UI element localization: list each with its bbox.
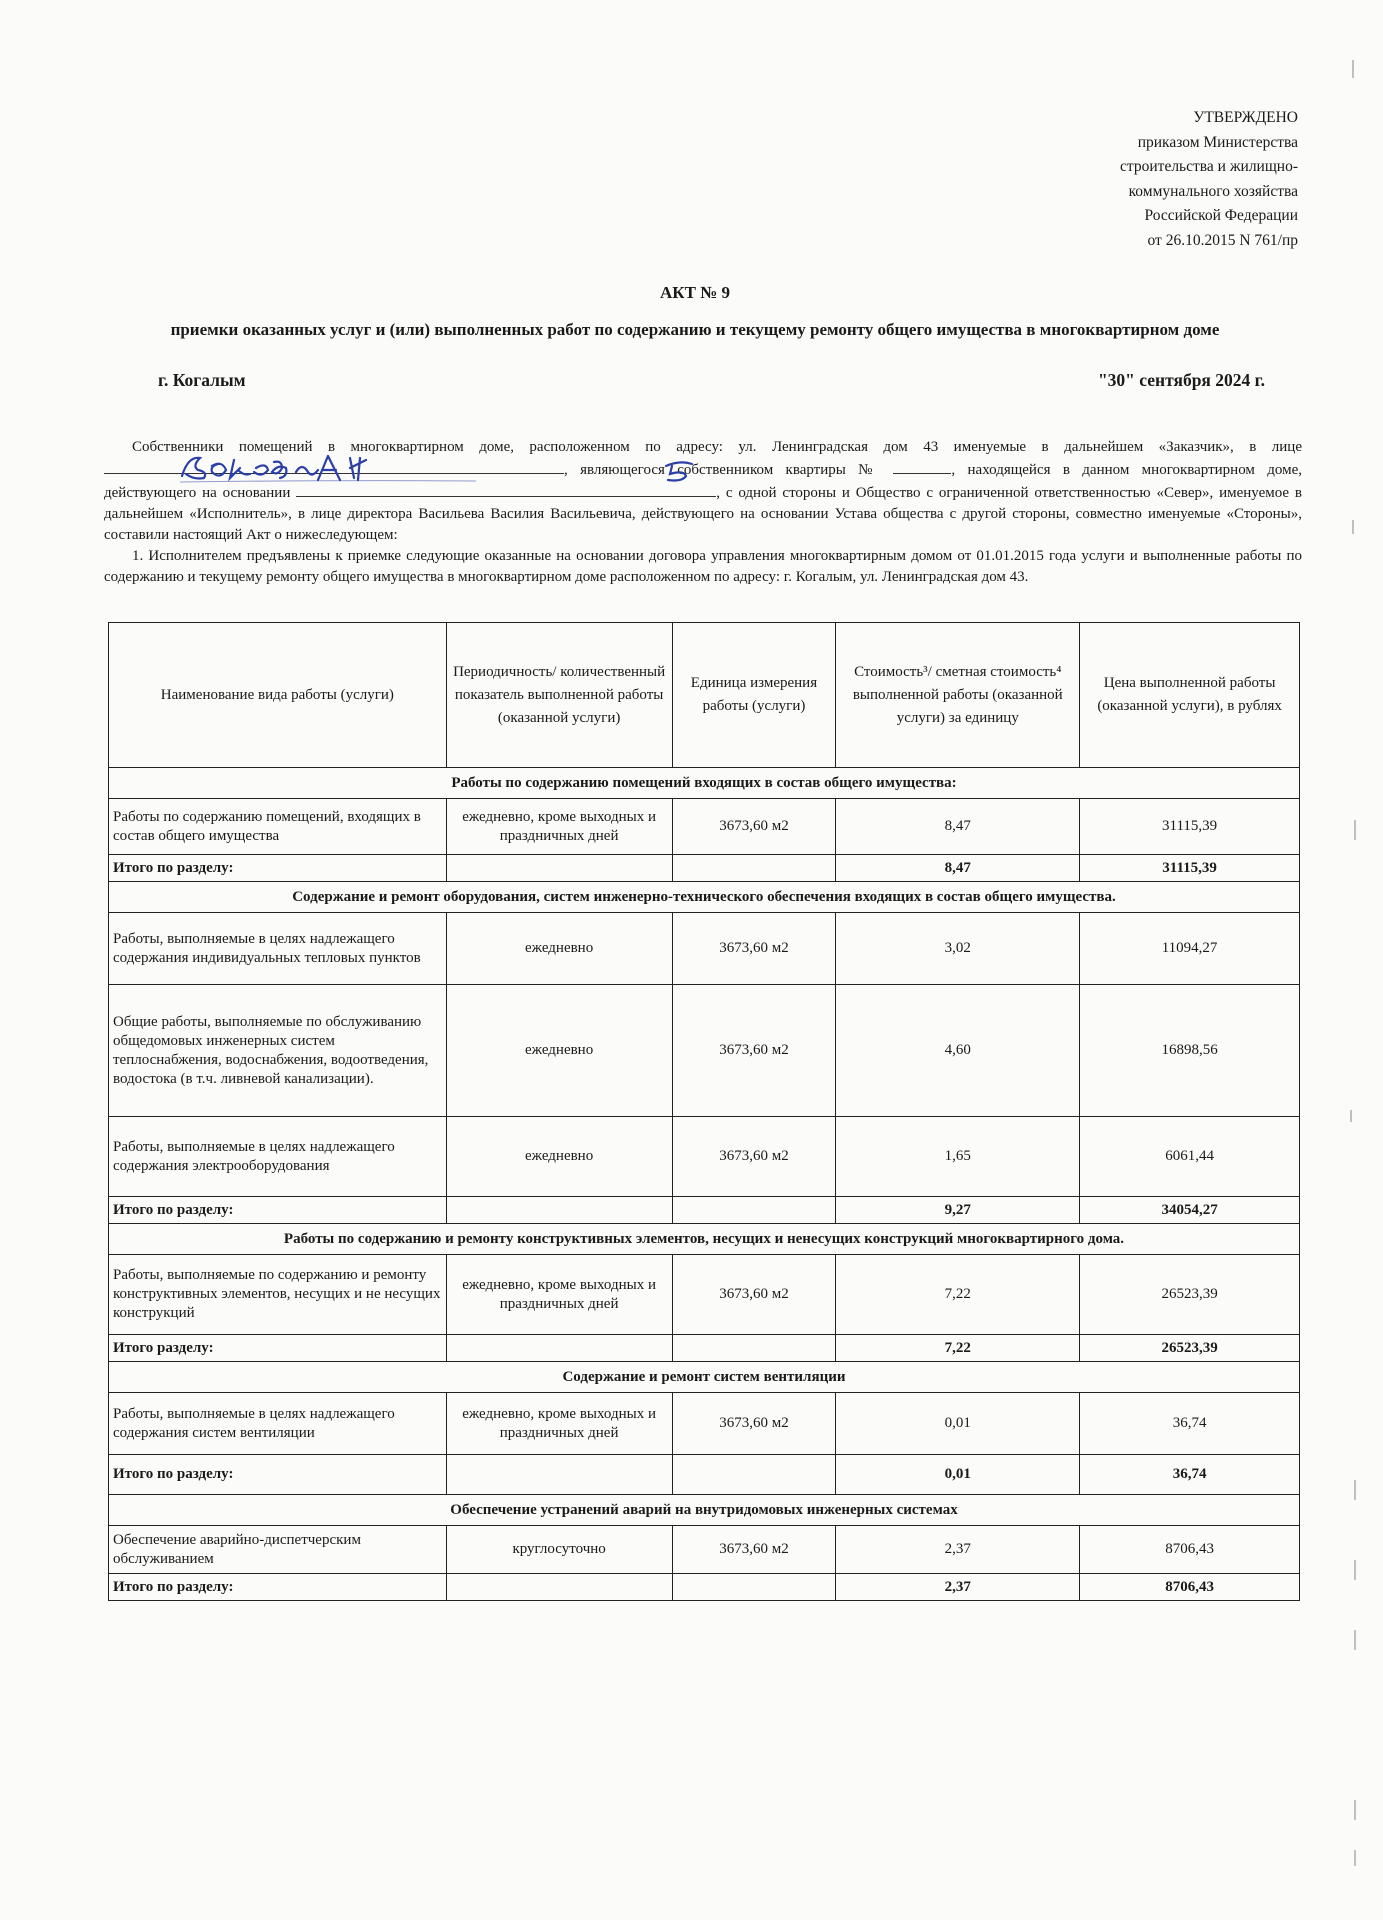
cell-cost: 3,02 — [836, 913, 1080, 985]
section-title: Содержание и ремонт систем вентиляции — [109, 1362, 1300, 1393]
act-title — [150, 280, 1240, 342]
table-header-row — [109, 623, 1300, 768]
section-title: Работы по содержанию и ремонту конструктивных элементов, несущих и ненесущих конструкций многоквартирного дома. — [109, 1224, 1300, 1255]
cell-periodicity: ежедневно — [446, 913, 672, 985]
cell-name: Работы, выполняемые в целях надлежащего содержания электрооборудования — [109, 1117, 447, 1197]
cell-unit: 3673,60 м2 — [672, 1393, 836, 1455]
cell-price: 26523,39 — [1080, 1255, 1300, 1335]
cell-cost: 1,65 — [836, 1117, 1080, 1197]
cell-unit: 3673,60 м2 — [672, 913, 836, 985]
section-row — [109, 882, 1300, 913]
total-price: 31115,39 — [1080, 855, 1300, 882]
approval-line: от 26.10.2015 N 761/пр — [1147, 231, 1298, 249]
cell-periodicity: ежедневно — [446, 985, 672, 1117]
approval-line: приказом Министерства — [1137, 133, 1298, 151]
cell-name: Работы по содержанию помещений, входящих в состав общего имущества — [109, 799, 447, 855]
cell-price: 16898,56 — [1080, 985, 1300, 1117]
table-row — [109, 1526, 1300, 1574]
act-date: "30" сентября 2024 г. — [1097, 370, 1265, 390]
cell-periodicity: ежедневно — [446, 1117, 672, 1197]
section-row — [109, 1362, 1300, 1393]
cell-unit: 3673,60 м2 — [672, 799, 836, 855]
total-cost: 9,27 — [836, 1197, 1080, 1224]
act-city: г. Когалым — [158, 370, 246, 390]
section-title: Обеспечение устранений аварий на внутридомовых инженерных системах — [109, 1495, 1300, 1526]
total-label: Итого по разделу: — [109, 1197, 447, 1224]
empty-cell — [672, 1455, 836, 1495]
cell-periodicity: круглосуточно — [446, 1526, 672, 1574]
cell-cost: 8,47 — [836, 799, 1080, 855]
cell-cost: 0,01 — [836, 1393, 1080, 1455]
header-price: Цена выполненной работы (оказанной услуги), в рублях — [1080, 623, 1300, 768]
cell-periodicity: ежедневно, кроме выходных и праздничных дней — [446, 799, 672, 855]
cell-unit: 3673,60 м2 — [672, 985, 836, 1117]
table-row — [109, 799, 1300, 855]
cell-cost: 4,60 — [836, 985, 1080, 1117]
approval-line: УТВЕРЖДЕНО — [1193, 109, 1298, 126]
cell-price: 31115,39 — [1080, 799, 1300, 855]
section-row — [109, 1495, 1300, 1526]
empty-cell — [672, 1197, 836, 1224]
total-cost: 8,47 — [836, 855, 1080, 882]
preamble-text: , с одной стороны и Общество с ограниченной ответственностью «Север», именуемое в дальнейшем «Исполнитель», в лице директора Васильева Василия Васильевича, действующего на основании Устава общества с другой стороны, совместно именуемые «Стороны», составили настоящий Акт о нижеследующем: — [104, 485, 1303, 543]
empty-cell — [446, 1197, 672, 1224]
cell-name: Работы, выполняемые по содержанию и ремонту конструктивных элементов, несущих и не несущих конструкций — [109, 1255, 447, 1335]
preamble-paragraph-2: 1. Исполнителем предъявлены к приемке следующие оказанные на основании договора управления многоквартирным домом от 01.01.2015 года услуги и выполненные работы по содержанию и текущему ремонту общего имущества в многоквартирном доме расположенном по адресу: г. Когалым, ул. Ленинградская дом 43. — [104, 548, 1302, 585]
cell-price: 36,74 — [1080, 1393, 1300, 1455]
cell-name: Работы, выполняемые в целях надлежащего содержания систем вентиляции — [109, 1393, 447, 1455]
cell-unit: 3673,60 м2 — [672, 1526, 836, 1574]
cell-price: 11094,27 — [1080, 913, 1300, 985]
cell-name: Общие работы, выполняемые по обслуживанию общедомовых инженерных систем теплоснабжения, водоснабжения, водоотведения, водостока (в т.ч. ливневой канализации). — [109, 985, 447, 1117]
table-row — [109, 1393, 1300, 1455]
cell-price: 6061,44 — [1080, 1117, 1300, 1197]
total-cost: 7,22 — [836, 1335, 1080, 1362]
total-row — [109, 1335, 1300, 1362]
total-price: 26523,39 — [1080, 1335, 1300, 1362]
cell-periodicity: ежедневно, кроме выходных и праздничных дней — [446, 1255, 672, 1335]
approval-line: Российской Федерации — [1144, 207, 1298, 224]
handwritten-apartment-number — [658, 456, 704, 484]
total-price: 8706,43 — [1080, 1574, 1300, 1601]
empty-cell — [446, 1455, 672, 1495]
total-row — [109, 1455, 1300, 1495]
approval-stamp — [1038, 106, 1298, 253]
cell-name: Работы, выполняемые в целях надлежащего содержания индивидуальных тепловых пунктов — [109, 913, 447, 985]
header-periodicity: Периодичность/ количественный показатель выполненной работы (оказанной услуги) — [446, 623, 672, 768]
cell-cost: 7,22 — [836, 1255, 1080, 1335]
empty-cell — [446, 855, 672, 882]
approval-line: строительства и жилищно- — [1120, 158, 1298, 175]
scan-edge-marks — [1341, 0, 1371, 1920]
total-row — [109, 855, 1300, 882]
cell-unit: 3673,60 м2 — [672, 1117, 836, 1197]
table-row — [109, 1255, 1300, 1335]
total-cost: 2,37 — [836, 1574, 1080, 1601]
cell-unit: 3673,60 м2 — [672, 1255, 836, 1335]
empty-cell — [672, 1335, 836, 1362]
act-number: АКТ № 9 — [659, 283, 731, 302]
section-row — [109, 768, 1300, 799]
table-row — [109, 913, 1300, 985]
header-unit: Единица измерения работы (услуги) — [672, 623, 836, 768]
total-label: Итого по разделу: — [109, 1574, 447, 1601]
header-name: Наименование вида работы (услуги) — [109, 623, 447, 768]
total-cost: 0,01 — [836, 1455, 1080, 1495]
cell-price: 8706,43 — [1080, 1526, 1300, 1574]
apartment-blank — [893, 458, 951, 474]
cell-name: Обеспечение аварийно-диспетчерским обслуживанием — [109, 1526, 447, 1574]
empty-cell — [446, 1574, 672, 1601]
cell-cost: 2,37 — [836, 1526, 1080, 1574]
table-row — [109, 1117, 1300, 1197]
approval-line: коммунального хозяйства — [1128, 182, 1298, 200]
empty-cell — [672, 1574, 836, 1601]
section-title: Работы по содержанию помещений входящих в состав общего имущества: — [109, 768, 1300, 799]
total-label: Итого по разделу: — [109, 855, 447, 882]
preamble-text: , являющегося собственником квартиры № — [564, 462, 882, 478]
empty-cell — [446, 1335, 672, 1362]
preamble-text: , находящейся в данном многоквартирном доме, действующего на основании — [104, 462, 1303, 501]
cell-periodicity: ежедневно, кроме выходных и праздничных дней — [446, 1393, 672, 1455]
total-price: 34054,27 — [1080, 1197, 1300, 1224]
table-row — [109, 985, 1300, 1117]
handwritten-name — [178, 450, 478, 484]
total-row — [109, 1197, 1300, 1224]
total-row — [109, 1574, 1300, 1601]
act-subtitle: приемки оказанных услуг и (или) выполненных работ по содержанию и текущему ремонту общего имущества в многоквартирном доме — [170, 320, 1220, 339]
empty-cell — [672, 855, 836, 882]
total-label: Итого по разделу: — [109, 1455, 447, 1495]
section-title: Содержание и ремонт оборудования, систем инженерно-технического обеспечения входящих в состав общего имущества. — [109, 882, 1300, 913]
section-row — [109, 1224, 1300, 1255]
total-label: Итого разделу: — [109, 1335, 447, 1362]
works-table — [108, 622, 1300, 1601]
preamble-text: Собственники помещений в многоквартирном доме, расположенном по адресу: ул. Ленинградская дом 43 именуемые в дальнейшем «Заказчик», в лице — [132, 439, 1302, 455]
total-price: 36,74 — [1080, 1455, 1300, 1495]
header-cost: Стоимость³/ сметная стоимость⁴ выполненной работы (оказанной услуги) за единицу — [836, 623, 1080, 768]
